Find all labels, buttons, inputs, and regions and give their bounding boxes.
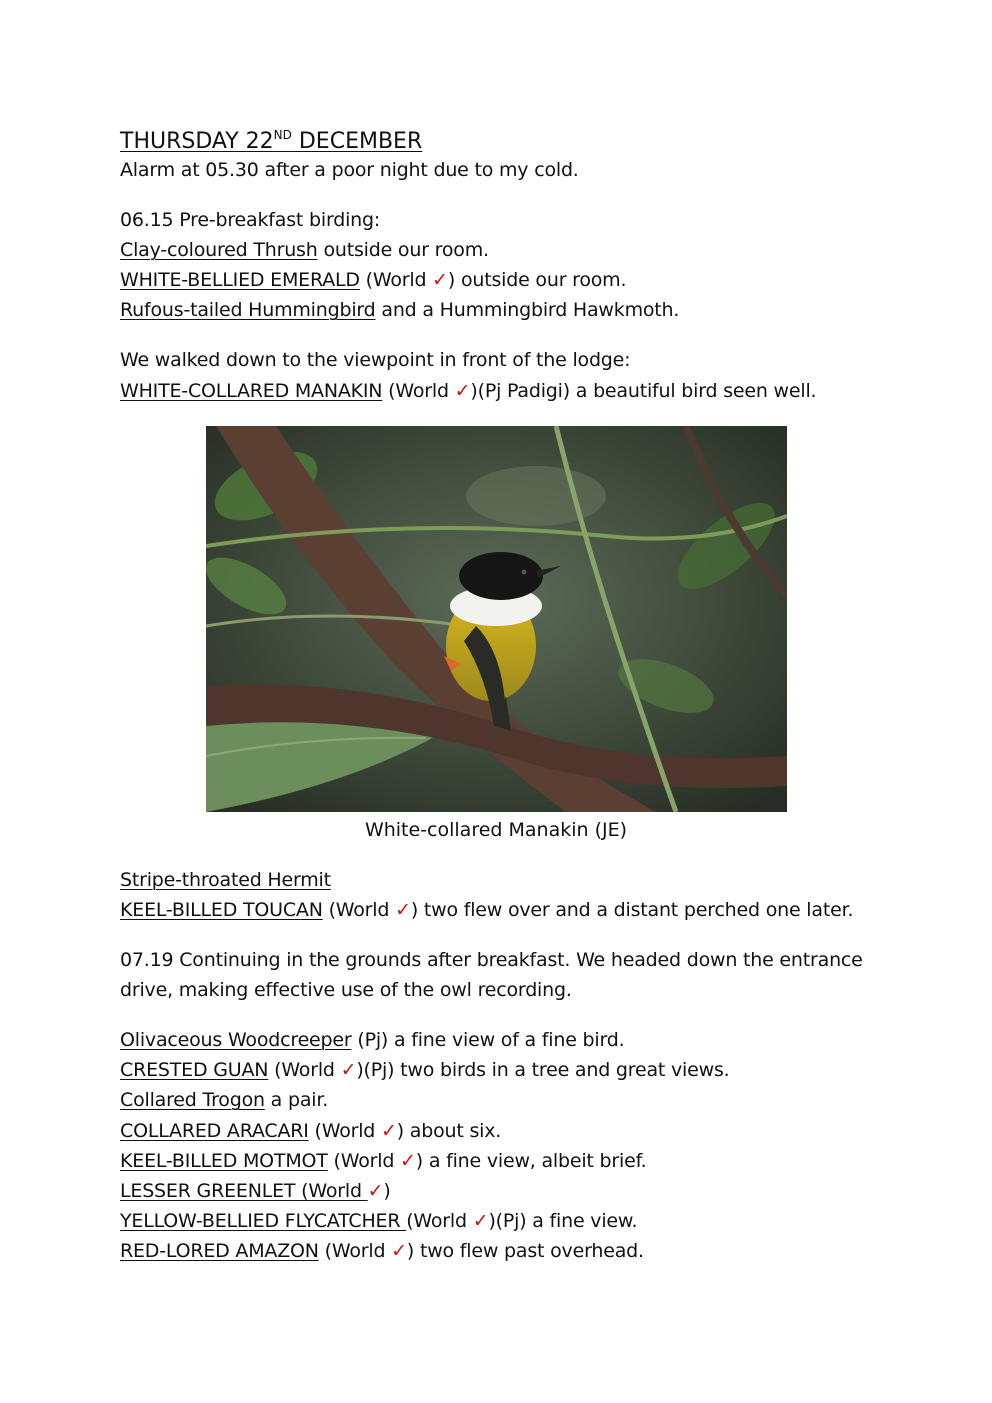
photo-caption: White-collared Manakin (JE) — [364, 819, 628, 841]
sighting-line — [120, 868, 331, 892]
bird-name: WHITE-COLLARED MANAKIN — [120, 380, 383, 402]
tick-icon: ✓ — [395, 899, 411, 921]
bird-name: Stripe-throated Hermit — [120, 869, 331, 891]
sighting-line: LESSER GREENLET (World ✓) — [120, 1180, 391, 1202]
bird-name: Collared Trogon — [120, 1089, 265, 1111]
section4-text: 07.19 Continuing in the grounds after breakfast. We headed down the entrance — [120, 949, 863, 971]
bird-name: COLLARED ARACARI — [120, 1120, 309, 1142]
bird-name: KEEL-BILLED MOTMOT — [120, 1150, 328, 1172]
tick-icon: ✓ — [454, 380, 471, 402]
bird-name: Rufous-tailed Hummingbird — [120, 299, 376, 321]
intro-text: Alarm at 05.30 after a poor night due to my cold. — [120, 159, 579, 181]
tick-icon: ✓ — [391, 1240, 407, 1262]
sighting-line: CRESTED GUAN (World ✓)(Pj) two birds in a tree and great views. — [120, 1059, 730, 1081]
bird-name: Olivaceous Woodcreeper — [120, 1029, 352, 1051]
bird-name: Clay-coloured Thrush — [120, 239, 318, 261]
bird-name: RED-LORED AMAZON — [120, 1240, 319, 1262]
tick-icon: ✓ — [340, 1059, 357, 1081]
section4-text: drive, making effective use of the owl recording. — [120, 979, 572, 1001]
sighting-line: Collared Trogon a pair. — [120, 1089, 329, 1111]
tick-icon: ✓ — [432, 269, 448, 291]
bird-name: LESSER GREENLET — [120, 1180, 296, 1202]
sighting-line: YELLOW-BELLIED FLYCATCHER (World ✓)(Pj) a fine view. — [120, 1210, 638, 1232]
section1-heading: 06.15 Pre-breakfast birding: — [120, 209, 381, 231]
tick-icon: ✓ — [367, 1180, 384, 1202]
tick-icon: ✓ — [472, 1210, 489, 1232]
page-title: THURSDAY 22ND DECEMBER — [120, 128, 423, 154]
tick-icon: ✓ — [381, 1120, 397, 1142]
sighting-line: RED-LORED AMAZON (World ✓) two flew past overhead. — [120, 1240, 644, 1262]
sighting-line: COLLARED ARACARI (World ✓) about six. — [120, 1120, 502, 1142]
bird-name: WHITE-BELLIED EMERALD — [120, 269, 360, 291]
sighting-line: Olivaceous Woodcreeper (Pj) a fine view of a fine bird. — [120, 1029, 625, 1051]
sighting-line: KEEL-BILLED MOTMOT (World ✓) a fine view, albeit brief. — [120, 1150, 647, 1172]
bird-name: YELLOW-BELLIED FLYCATCHER — [120, 1210, 407, 1232]
section2-heading: We walked down to the viewpoint in front of the lodge: — [120, 349, 631, 371]
bird-name: KEEL-BILLED TOUCAN — [120, 899, 323, 921]
bird-name: CRESTED GUAN — [120, 1059, 269, 1081]
tick-icon: ✓ — [400, 1150, 416, 1172]
sighting-line: Rufous-tailed Hummingbird and a Hummingbird Hawkmoth. — [120, 299, 680, 321]
sighting-line: KEEL-BILLED TOUCAN (World ✓) two flew over and a distant perched one later. — [120, 899, 854, 921]
manakin-photo — [206, 426, 787, 812]
sighting-line: WHITE-COLLARED MANAKIN (World ✓)(Pj Padigi) a beautiful bird seen well. — [120, 380, 817, 402]
sighting-line: WHITE-BELLIED EMERALD (World ✓) outside our room. — [120, 269, 627, 291]
sighting-line: Clay-coloured Thrush outside our room. — [120, 239, 489, 261]
